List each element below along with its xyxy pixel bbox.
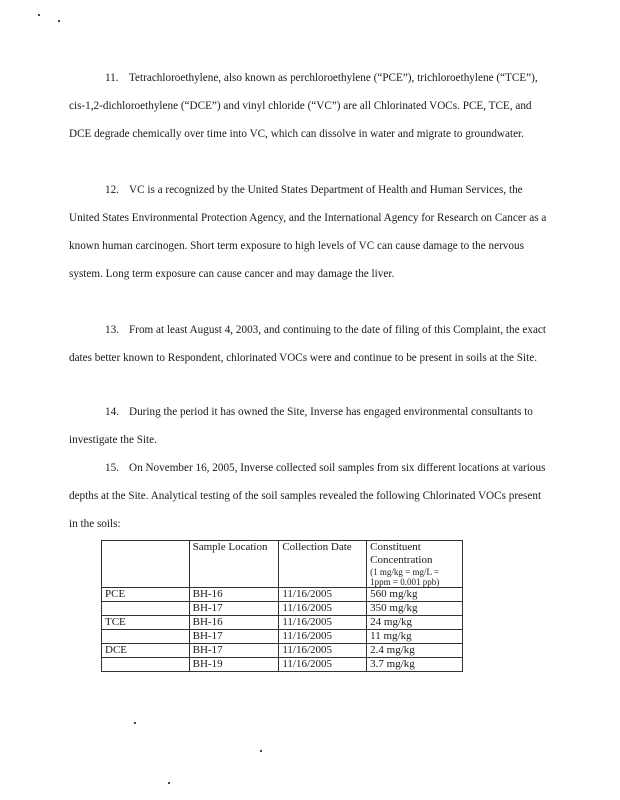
cell-compound: TCE xyxy=(102,616,190,630)
header-concentration-note: (1 mg/kg = mg/L = 1ppm = 0.001 ppb) xyxy=(370,567,440,587)
cell-value: 3.7 mg/kg xyxy=(367,658,463,672)
soil-sample-table xyxy=(101,540,463,672)
cell-compound xyxy=(102,658,190,672)
paragraph-text: VC is a recognized by the United States Department of Health and Human Services, the United States Environmental Protection Agency, and the International Agency for Research on Cancer as a known human carcinogen. Short term exposure to high levels of VC can cause damage to the nervous system. Long term exposure can cause cancer and may damage the liver. xyxy=(69,184,547,280)
cell-compound xyxy=(102,630,190,644)
paragraph-15 xyxy=(69,454,547,538)
cell-location: BH-16 xyxy=(189,588,279,602)
cell-date: 11/16/2005 xyxy=(279,630,367,644)
cell-location: BH-17 xyxy=(189,602,279,616)
cell-value: 560 mg/kg xyxy=(367,588,463,602)
paragraph-11 xyxy=(69,64,547,148)
cell-value: 24 mg/kg xyxy=(367,616,463,630)
cell-value: 2.4 mg/kg xyxy=(367,644,463,658)
paragraph-14 xyxy=(69,398,547,454)
cell-date: 11/16/2005 xyxy=(279,658,367,672)
cell-location: BH-19 xyxy=(189,658,279,672)
paragraph-number: 11. xyxy=(105,72,119,84)
cell-date: 11/16/2005 xyxy=(279,616,367,630)
scan-speck xyxy=(134,722,136,724)
cell-location: BH-17 xyxy=(189,644,279,658)
header-sample-location: Sample Location xyxy=(189,541,279,588)
cell-compound: DCE xyxy=(102,644,190,658)
cell-compound xyxy=(102,602,190,616)
header-compound xyxy=(102,541,190,588)
cell-value: 350 mg/kg xyxy=(367,602,463,616)
header-concentration xyxy=(367,541,463,588)
cell-location: BH-16 xyxy=(189,616,279,630)
paragraph-text: On November 16, 2005, Inverse collected soil samples from six different locations at various depths at the Site. Analytical testing of the soil samples revealed the following Chlorinated VOCs present in the soils: xyxy=(69,462,546,530)
table-row xyxy=(102,630,463,644)
cell-date: 11/16/2005 xyxy=(279,644,367,658)
header-collection-date: Collection Date xyxy=(279,541,367,588)
scan-speck xyxy=(58,20,60,22)
table-row xyxy=(102,616,463,630)
table-header-row xyxy=(102,541,463,588)
header-concentration-label: Constituent Concentration xyxy=(370,541,433,566)
cell-date: 11/16/2005 xyxy=(279,602,367,616)
table-row xyxy=(102,658,463,672)
cell-location: BH-17 xyxy=(189,630,279,644)
paragraph-number: 12. xyxy=(105,184,119,196)
cell-date: 11/16/2005 xyxy=(279,588,367,602)
cell-compound: PCE xyxy=(102,588,190,602)
scan-speck xyxy=(38,14,40,16)
paragraph-number: 13. xyxy=(105,324,119,336)
paragraph-text: From at least August 4, 2003, and continuing to the date of filing of this Complaint, the exact dates better known to Respondent, chlorinated VOCs were and continue to be present in soils at the Site. xyxy=(69,324,546,364)
scan-speck xyxy=(168,782,170,784)
paragraph-13 xyxy=(69,316,547,372)
table-row xyxy=(102,602,463,616)
cell-value: 11 mg/kg xyxy=(367,630,463,644)
paragraph-text: During the period it has owned the Site, Inverse has engaged environmental consultants to investigate the Site. xyxy=(69,406,533,446)
paragraph-text: Tetrachloroethylene, also known as perchloroethylene (“PCE”), trichloroethylene (“TCE”), cis-1,2-dichloroethylene (“DCE”) and vinyl chloride (“VC”) are all Chlorinated VOCs. PCE, TCE, and DCE degrade chemically over time into VC, which can dissolve in water and migrate to groundwater. xyxy=(69,72,538,140)
paragraph-12 xyxy=(69,176,547,288)
table-row xyxy=(102,644,463,658)
scan-speck xyxy=(260,750,262,752)
table-row xyxy=(102,588,463,602)
paragraph-number: 14. xyxy=(105,406,119,418)
paragraph-number: 15. xyxy=(105,462,119,474)
